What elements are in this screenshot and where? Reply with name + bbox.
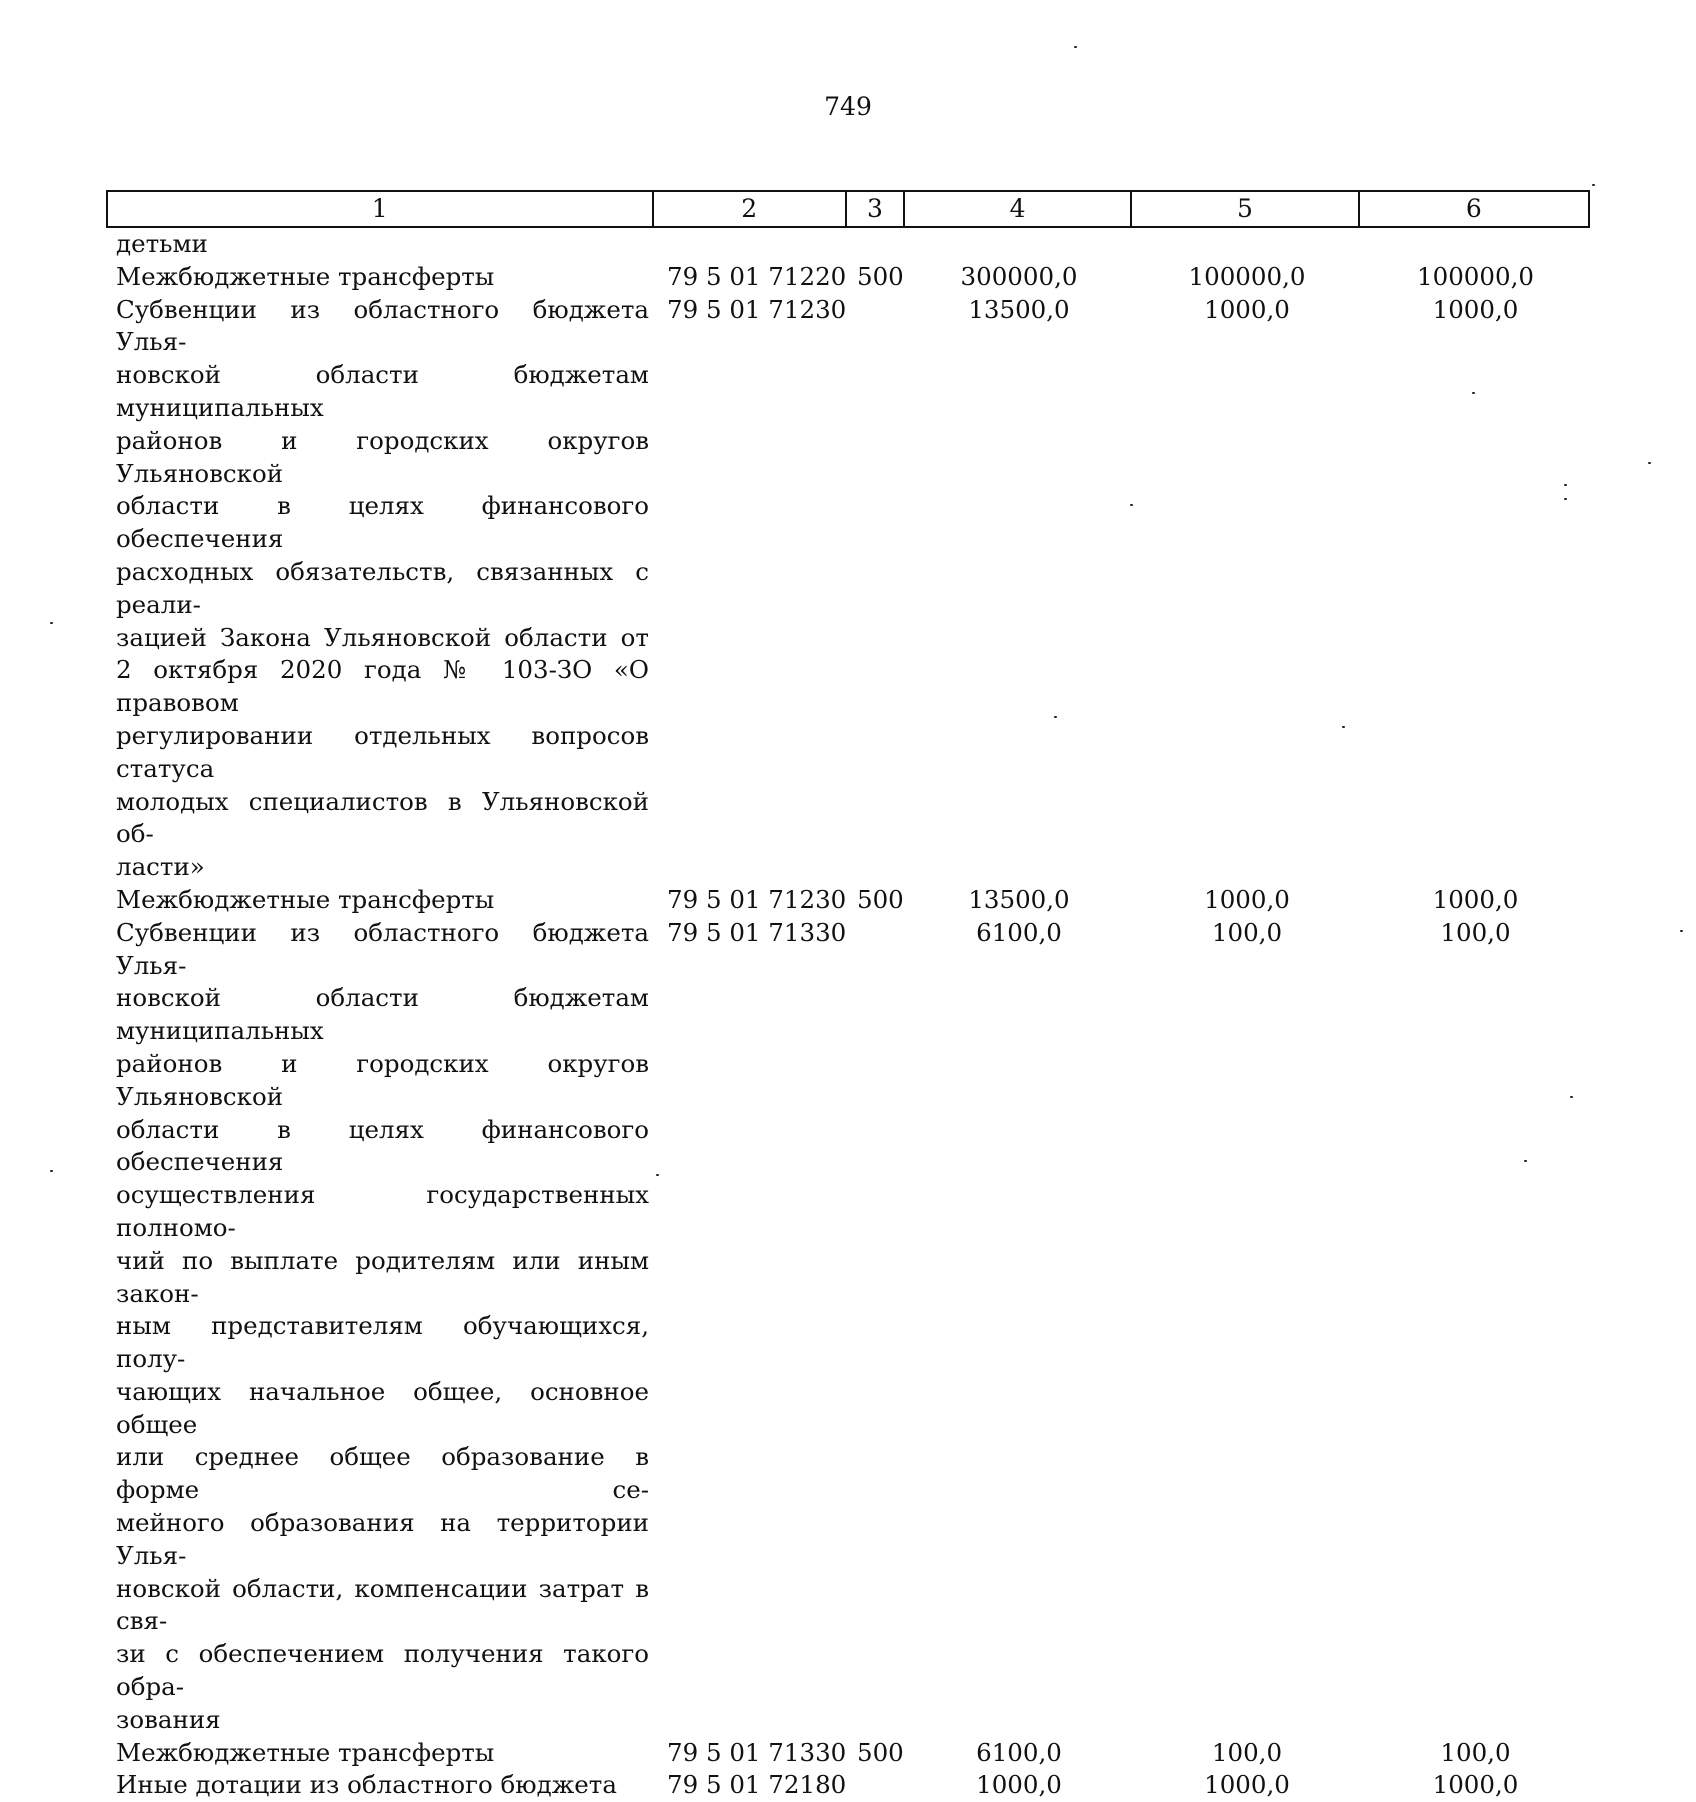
- row-code: 79 5 01 71330: [667, 1737, 847, 1767]
- scan-speck: [1130, 504, 1133, 506]
- scan-speck: [1592, 184, 1595, 186]
- description-line: чий по выплате родителям или иным закон-: [116, 1245, 649, 1308]
- description-line: области в целях финансового обеспечения: [116, 491, 649, 554]
- description-line: Межбюджетные трансферты: [116, 261, 495, 291]
- description-line: ласти»: [116, 852, 205, 882]
- table-row: [106, 261, 1590, 294]
- scan-speck: [656, 1174, 659, 1176]
- row-kind: 500: [857, 261, 904, 291]
- description-line: зацией Закона Ульяновской области от: [116, 622, 649, 652]
- description-line: мейного образования на территории Улья-: [116, 1508, 649, 1570]
- row-code: 79 5 01 71220: [667, 261, 847, 291]
- table-header: [106, 190, 1590, 228]
- description-line: или среднее общее образование в форме се-: [116, 1442, 649, 1505]
- row-kind: 500: [857, 884, 904, 914]
- scan-speck: [1564, 498, 1567, 500]
- description-line: 2 октября 2020 года № 103-ЗО «О правовом: [116, 655, 649, 718]
- description-line: Межбюджетные трансферты: [116, 884, 495, 914]
- scan-speck: [1564, 484, 1567, 486]
- row-value-4: 1000,0: [976, 1770, 1062, 1800]
- row-value-6: 100,0: [1440, 1737, 1511, 1767]
- row-value-6: 1000,0: [1432, 1770, 1519, 1800]
- row-description: [106, 1737, 653, 1770]
- page-number: 749: [824, 92, 872, 121]
- column-header-6: 6: [1465, 194, 1482, 223]
- row-code: 79 5 01 71330: [667, 917, 847, 947]
- description-line: Иные дотации из областного бюджета: [116, 1770, 617, 1800]
- row-description: [106, 261, 653, 294]
- description-line: ным представителям обучающихся, полу-: [116, 1311, 649, 1374]
- description-line: зи с обеспечением получения такого обра-: [116, 1639, 649, 1702]
- row-value-6: 1000,0: [1432, 884, 1519, 914]
- scan-speck: [1472, 392, 1475, 394]
- column-header-1: 1: [108, 192, 654, 226]
- description-line: новской области, компенсации затрат в свя-: [116, 1573, 649, 1636]
- row-code: 79 5 01 71230: [667, 884, 847, 914]
- column-header-4: 4: [905, 192, 1132, 226]
- scan-speck: [1074, 46, 1077, 48]
- row-value-4: 6100,0: [976, 1737, 1062, 1767]
- description-line: новской области бюджетам муниципальных: [116, 983, 649, 1046]
- row-code: 79 5 01 71230: [667, 294, 847, 324]
- description-line: молодых специалистов в Ульяновской об-: [116, 786, 649, 849]
- table-row: [106, 228, 1590, 261]
- row-value-4: 13500,0: [968, 294, 1070, 324]
- description-line: новской области бюджетам муниципальных: [116, 360, 649, 422]
- table-row: [106, 917, 1590, 1737]
- row-code: 79 5 01 72180: [667, 1770, 847, 1800]
- row-value-5: 100,0: [1211, 1737, 1283, 1767]
- table-row: [106, 294, 1590, 884]
- description-line: районов и городских округов Ульяновской: [116, 1048, 649, 1111]
- scan-speck: [1054, 716, 1057, 718]
- table-row: [106, 1737, 1590, 1770]
- column-header-2: 2: [654, 192, 847, 226]
- row-value-6: 1000,0: [1432, 294, 1519, 324]
- row-value-4: 300000,0: [960, 261, 1078, 291]
- scan-speck: [1680, 930, 1683, 932]
- row-description: [106, 917, 653, 1737]
- scan-speck: [1570, 1096, 1573, 1098]
- row-value-5: 1000,0: [1204, 294, 1290, 324]
- scan-speck: [50, 622, 53, 624]
- table-row: [106, 1769, 1590, 1802]
- description-line: регулировании отдельных вопросов статуса: [116, 720, 649, 783]
- scan-speck: [1648, 462, 1651, 464]
- description-line: Межбюджетные трансферты: [116, 1737, 495, 1767]
- row-kind: 500: [857, 1737, 904, 1767]
- row-value-4: 6100,0: [976, 917, 1062, 947]
- row-description: [106, 884, 653, 917]
- description-line: Субвенции из областного бюджета Улья-: [116, 294, 649, 357]
- row-description: [106, 1769, 653, 1802]
- row-value-6: 100,0: [1440, 917, 1511, 947]
- column-header-3: 3: [847, 192, 905, 226]
- row-value-5: 100,0: [1211, 917, 1283, 947]
- description-line: области в целях финансового обеспечения: [116, 1114, 649, 1177]
- table-body: [106, 228, 1590, 1802]
- description-line: районов и городских округов Ульяновской: [116, 425, 649, 488]
- scan-speck: [50, 1170, 53, 1172]
- row-value-6: 100000,0: [1417, 261, 1534, 291]
- description-line: осуществления государственных полномо-: [116, 1180, 649, 1242]
- row-description: [106, 228, 653, 261]
- column-header-5: 5: [1132, 192, 1359, 226]
- row-value-5: 100000,0: [1188, 261, 1306, 291]
- description-line: зования: [116, 1704, 221, 1734]
- description-line: расходных обязательств, связанных с реали-: [116, 556, 649, 619]
- description-line: детьми: [116, 229, 208, 258]
- scan-speck: [1524, 1160, 1527, 1162]
- scan-speck: [1342, 726, 1345, 728]
- table-row: [106, 884, 1590, 917]
- row-value-4: 13500,0: [968, 884, 1070, 914]
- row-value-5: 1000,0: [1204, 884, 1290, 914]
- description-line: чающих начальное общее, основное общее: [116, 1376, 649, 1439]
- row-value-5: 1000,0: [1204, 1770, 1290, 1800]
- row-description: [106, 294, 653, 884]
- description-line: Субвенции из областного бюджета Улья-: [116, 917, 649, 980]
